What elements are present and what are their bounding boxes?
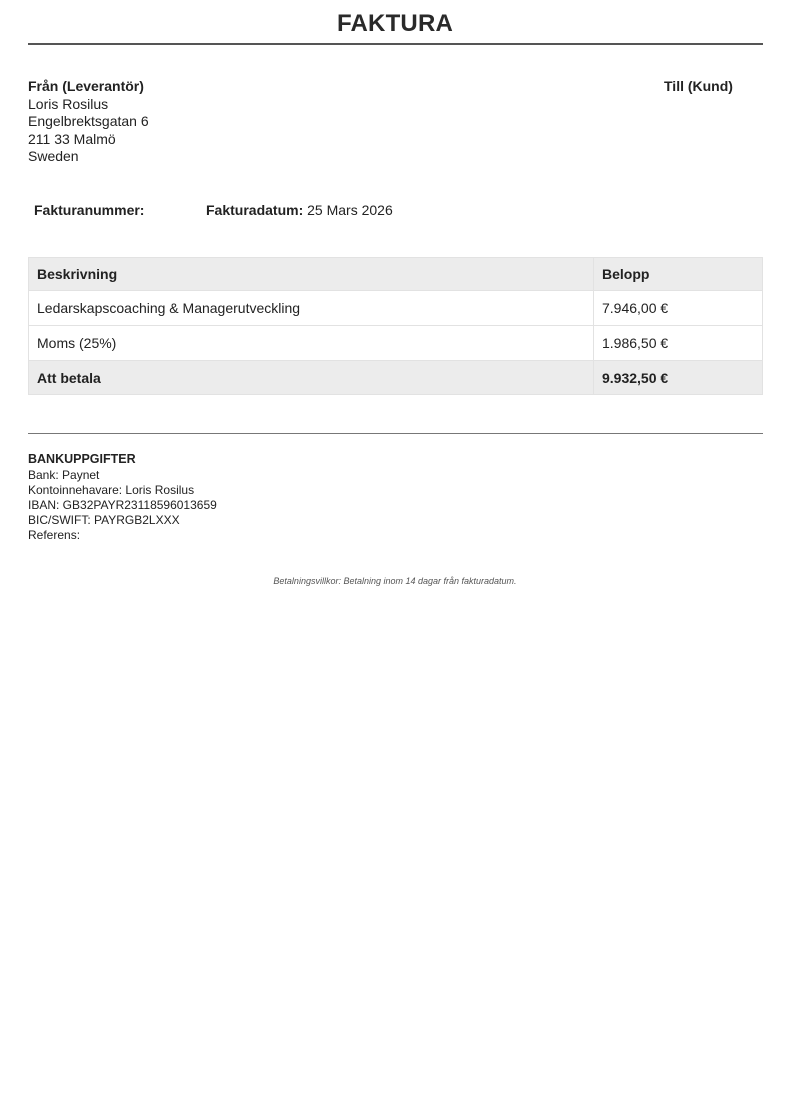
table-row xyxy=(29,326,763,361)
account-holder: Kontoinnehavare: Loris Rosilus xyxy=(28,483,195,497)
item-amount: 1.986,50 € xyxy=(594,326,763,361)
invoice-date-label: Fakturadatum: xyxy=(206,202,304,218)
bank-name: Bank: Paynet xyxy=(28,468,100,482)
total-row xyxy=(29,361,763,395)
invoice-date xyxy=(206,202,393,218)
supplier-block xyxy=(28,78,149,166)
invoice-number-label: Fakturanummer: xyxy=(34,202,145,218)
customer-heading: Till (Kund) xyxy=(664,78,733,94)
table-header-row xyxy=(29,258,763,291)
total-amount: 9.932,50 € xyxy=(594,361,763,395)
bank-divider xyxy=(28,433,763,434)
column-header-description: Beskrivning xyxy=(29,258,594,291)
supplier-country: Sweden xyxy=(28,148,79,164)
bank-details xyxy=(28,452,217,543)
payment-reference: Referens: xyxy=(28,528,81,542)
page-title: FAKTURA xyxy=(336,10,454,37)
supplier-street: Engelbrektsgatan 6 xyxy=(28,113,149,129)
total-label: Att betala xyxy=(29,361,594,395)
bic-swift: BIC/SWIFT: PAYRGB2LXXX xyxy=(28,513,180,527)
supplier-postal-city: 211 33 Malmö xyxy=(28,130,116,147)
item-amount: 7.946,00 € xyxy=(594,291,763,326)
supplier-name: Loris Rosilus xyxy=(28,95,109,112)
item-description: Ledarskapscoaching & Managerutveckling xyxy=(29,291,594,326)
column-header-amount: Belopp xyxy=(594,258,763,291)
table-row xyxy=(29,291,763,326)
title-divider xyxy=(28,43,763,45)
payment-terms: Betalningsvillkor: Betalning inom 14 dagar från fakturadatum. xyxy=(273,576,517,586)
invoice-date-value: 25 Mars 2026 xyxy=(307,202,393,218)
iban: IBAN: GB32PAYR23118596013659 xyxy=(28,498,217,512)
item-description: Moms (25%) xyxy=(29,326,594,361)
supplier-heading: Från (Leverantör) xyxy=(28,78,144,94)
bank-heading: BANKUPPGIFTER xyxy=(28,452,136,466)
invoice-number xyxy=(34,202,144,218)
items-table xyxy=(28,257,763,395)
